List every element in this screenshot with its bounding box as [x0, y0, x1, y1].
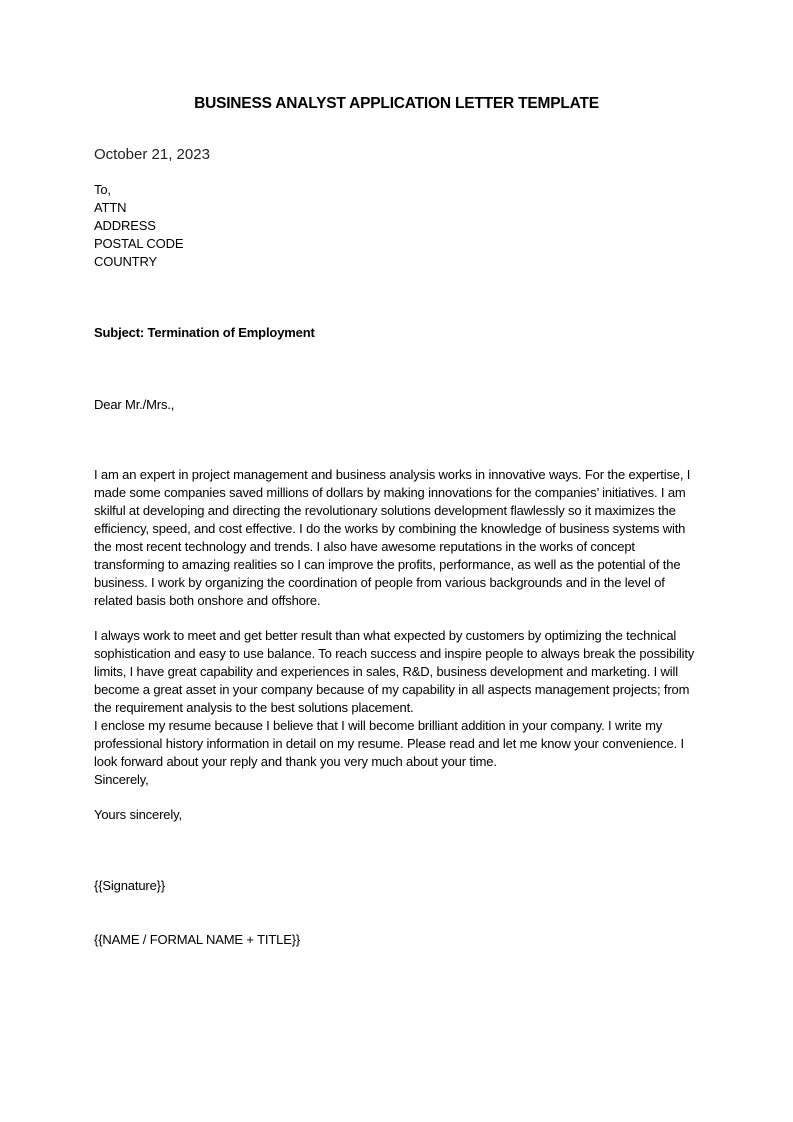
document-title: BUSINESS ANALYST APPLICATION LETTER TEMPLATE — [194, 95, 599, 112]
body-paragraph-group — [94, 627, 704, 789]
body-paragraph-2: I always work to meet and get better result than what expected by customers by optimizing the technical sophistication and easy to use balance. To reach success and inspire people to always break the possibility limits, I have great capability and experiences in sales, R&D, business development and marketing. I will become a great asset in your company because of my capability in all aspects management projects; from the requirement analysis to the best solutions placement. — [94, 628, 695, 715]
name-title-placeholder: {{NAME / FORMAL NAME + TITLE}} — [94, 932, 301, 947]
sincerely-line: Sincerely, — [94, 772, 149, 787]
body-paragraph-3: I enclose my resume because I believe that I will become brilliant addition in your company. I write my professional history information in detail on my resume. Please read and let me know your convenience. I look forward about your reply and thank you very much about your time. — [94, 718, 684, 769]
recipient-line-to: To, — [94, 182, 111, 197]
signature-placeholder: {{Signature}} — [94, 878, 166, 893]
letter-date: October 21, 2023 — [94, 146, 210, 163]
closing-line: Yours sincerely, — [94, 807, 182, 822]
recipient-address — [94, 181, 183, 271]
recipient-line-address: ADDRESS — [94, 218, 156, 233]
subject-line: Subject: Termination of Employment — [94, 325, 315, 340]
salutation: Dear Mr./Mrs., — [94, 397, 175, 412]
body-paragraph-1: I am an expert in project management and business analysis works in innovative ways. For the expertise, I made some companies saved millions of dollars by making innovations for the companies’ initiatives. I am skilful at developing and directing the revolutionary solutions development flawlessly so it maximizes the efficiency, speed, and cost effective. I do the works by combining the knowledge of business systems with the most recent technology and trends. I also have awesome reputations in the works of concept transforming to amazing realities so I can improve the profits, performance, as well as the potential of the business. I work by organizing the coordination of people from various backgrounds and in the level of related basis both onshore and offshore. — [94, 467, 691, 608]
recipient-line-country: COUNTRY — [94, 254, 157, 269]
recipient-line-attn: ATTN — [94, 200, 127, 215]
recipient-line-postal-code: POSTAL CODE — [94, 236, 184, 251]
